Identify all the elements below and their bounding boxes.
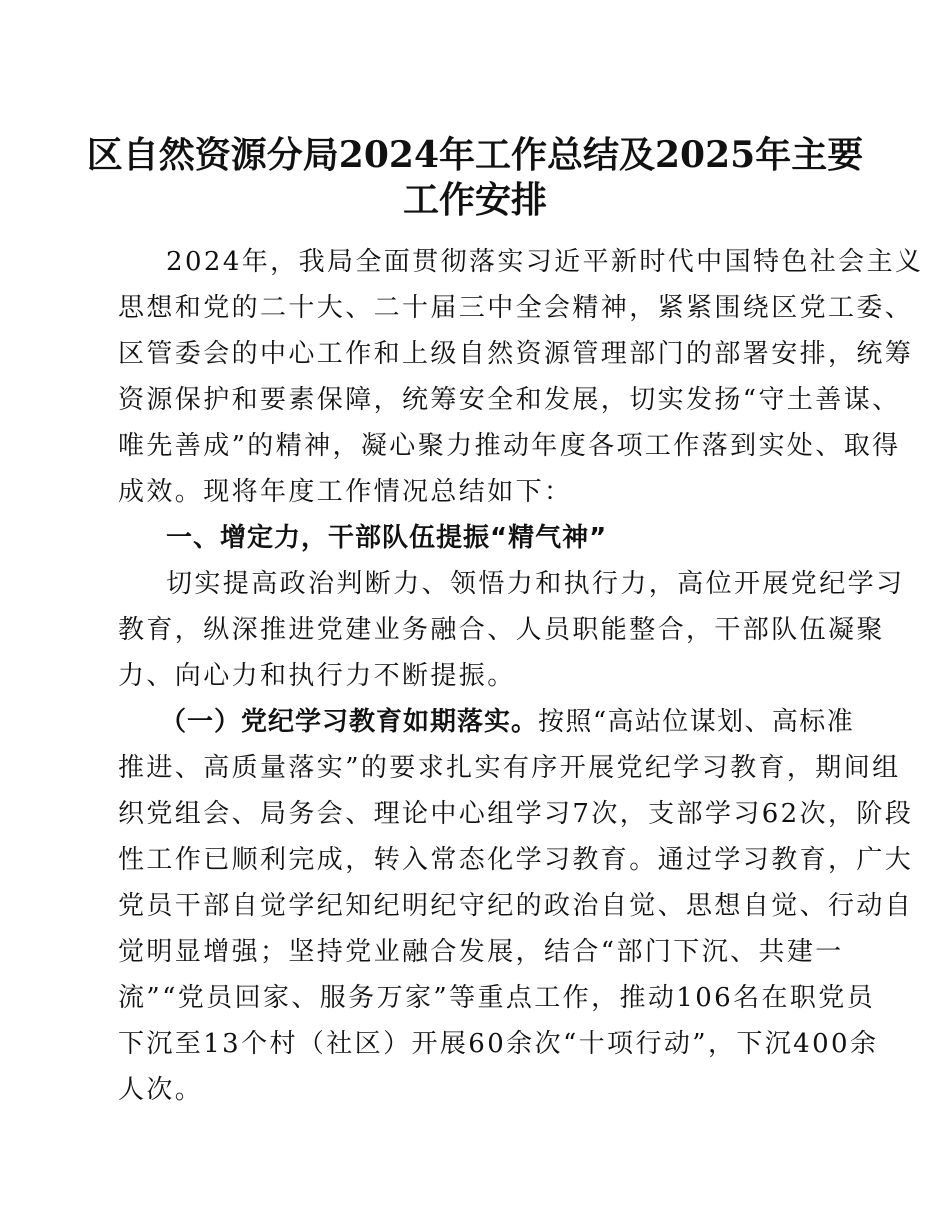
- subsection-1-line-9: 人次。: [118, 1075, 204, 1105]
- subsection-1-line-3: 织党组会、局务会、理论中心组学习7次，支部学习62次，阶段: [118, 799, 914, 829]
- intro-line-2: 思想和党的二十大、二十届三中全会精神，紧紧围绕区党工委、: [118, 293, 914, 323]
- subsection-1-line-6: 觉明显增强；坚持党业融合发展，结合“部门下沉、共建一: [118, 937, 844, 967]
- intro-line-5: 唯先善成”的精神，凝心聚力推动年度各项工作落到实处、取得: [118, 431, 901, 461]
- subsection-1-line-4: 性工作已顺利完成，转入常态化学习教育。通过学习教育，广大: [118, 845, 914, 875]
- subsection-1-line-5: 党员干部自觉学纪知纪明纪守纪的政治自觉、思想自觉、行动自: [118, 891, 914, 921]
- intro-line-3: 区管委会的中心工作和上级自然资源管理部门的部署安排，统筹: [118, 339, 914, 369]
- intro-line-6: 成效。现将年度工作情况总结如下：: [118, 477, 573, 507]
- section-1-line-1: 切实提高政治判断力、领悟力和执行力，高位开展党纪学习: [166, 569, 905, 599]
- subsection-1-first-line-text: 按照“高站位谋划、高标准: [538, 707, 855, 737]
- section-1-line-2: 教育，纵深推进党建业务融合、人员职能整合，干部队伍凝聚: [118, 615, 885, 645]
- section-1-line-3: 力、向心力和执行力不断提振。: [118, 661, 516, 691]
- intro-line-4: 资源保护和要素保障，统筹安全和发展，切实发扬“守土善谋、: [118, 385, 901, 415]
- subsection-1-heading: （一）党纪学习教育如期落实。: [160, 707, 539, 737]
- subsection-1-line-8: 下沉至13个村（社区）开展60余次“十项行动”，下沉400余: [118, 1029, 879, 1059]
- subsection-1-line-2: 推进、高质量落实”的要求扎实有序开展党纪学习教育，期间组: [118, 753, 901, 783]
- intro-line-1: 2024年，我局全面贯彻落实习近平新时代中国特色社会主义: [166, 247, 924, 277]
- subsection-1-first-line: [160, 705, 854, 739]
- document-title-line-2: 工作安排: [402, 179, 547, 221]
- subsection-1-line-7: 流”“党员回家、服务万家”等重点工作，推动106名在职党员: [118, 983, 876, 1013]
- document-title-line-1: 区自然资源分局2024年工作总结及2025年主要: [86, 134, 864, 176]
- section-1-heading: 一、增定力，干部队伍提振“精气神”: [166, 523, 608, 553]
